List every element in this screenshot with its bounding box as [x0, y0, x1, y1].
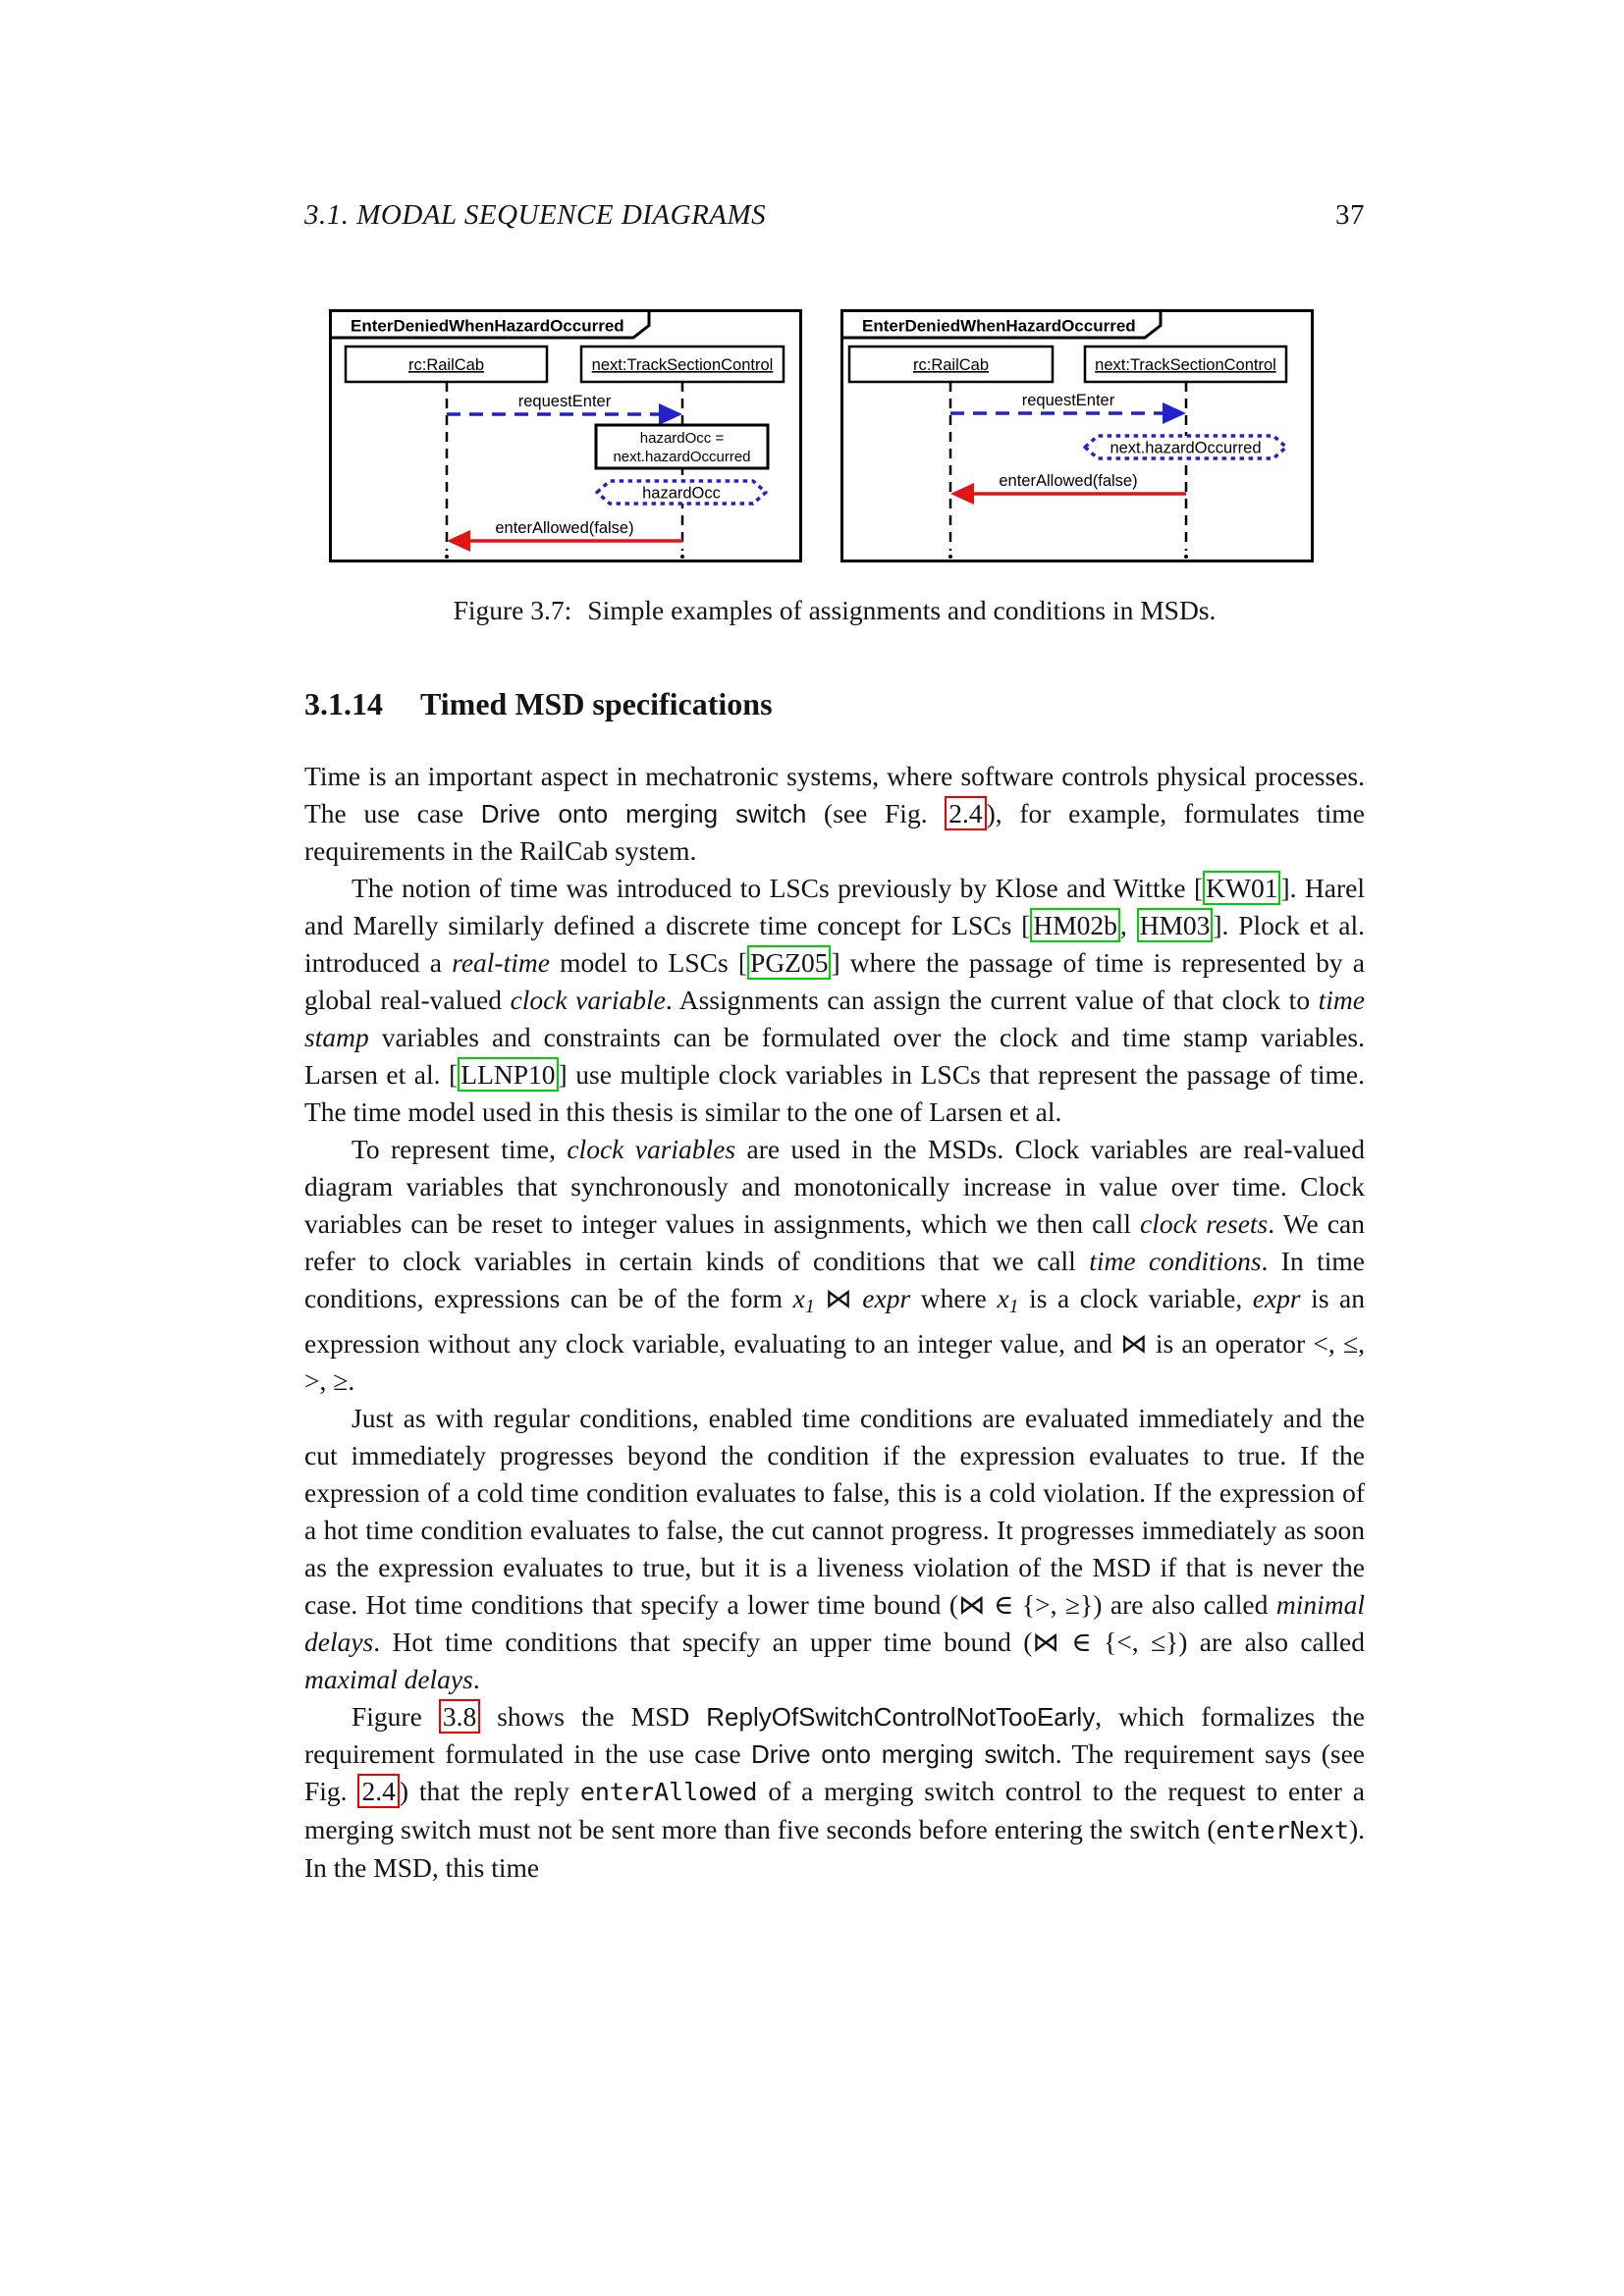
text-run: clock variables [567, 1134, 736, 1164]
text-run: expr [1252, 1283, 1301, 1313]
lifeline-end-dot [948, 555, 952, 559]
text-run: . In time conditions, expressions can be of the form [304, 1246, 1365, 1313]
text-run: . Assignments can assign the current value of that clock to [665, 985, 1319, 1015]
text-run: ReplyOfSwitchControlNotTooEarly [706, 1701, 1096, 1732]
paragraph-2 [304, 870, 1365, 1131]
text-run: clock variable [510, 985, 666, 1015]
text-run: real-time [452, 947, 550, 978]
figure-3-7 [329, 309, 1319, 562]
text-run: Just as with regular conditions, enabled time conditions are evaluated immediately and the cut immediately progresses beyond the condition if the expression evaluates to true. If the expression of a cold time condition evaluates to false, this is a cold violation. If the expression of a hot time condition evaluates to false, the cut cannot progress. It progresses immediately as soon as the expression evaluates to true, but it is a liveness violation of the MSD if that is never the case. Hot time conditions that specify a lower time bound (⋈ ∈ {>, ≥}) are also called [304, 1402, 1365, 1620]
text-run: ] use multiple clock variables in LSCs that represent the passage of time. The time model used in this thesis is similar to the one of Larsen et al. [304, 1059, 1365, 1127]
figure-ref-link[interactable]: 2.4 [945, 796, 986, 830]
text-run: ) that the reply [399, 1775, 580, 1806]
figure-caption [304, 595, 1365, 626]
citation-link[interactable]: PGZ05 [747, 945, 831, 980]
lifeline-label-rc: rc:RailCab [407, 356, 485, 374]
text-run: . The requirement says (see Fig. [304, 1737, 1365, 1806]
running-header-title: 3.1. MODAL SEQUENCE DIAGRAMS [304, 199, 767, 231]
text-run: enterNext [1216, 1815, 1349, 1844]
msd-diagram-right [840, 309, 1314, 562]
text-run: maximal delays [304, 1663, 473, 1694]
figure-caption-text: Simple examples of assignments and conditions in MSDs. [587, 595, 1217, 625]
assignment-text-line2: next.hazardOccurred [613, 449, 751, 465]
lifeline-end-dot [680, 555, 684, 559]
citation-link[interactable]: LLNP10 [458, 1057, 558, 1092]
section-number: 3.1.14 [304, 686, 383, 721]
text-run: expr [862, 1283, 911, 1313]
message-label-request: requestEnter [517, 393, 612, 410]
text-run: x [792, 1283, 805, 1313]
condition-label: next.hazardOccurred [1110, 439, 1262, 457]
text-run: 1 [1008, 1295, 1019, 1317]
lifeline-end-dot [445, 555, 449, 559]
text-run: . [472, 1663, 480, 1694]
text-run: variables and constraints can be formulated over the clock and time stamp variables. Larsen et al. [ [304, 1022, 1365, 1090]
text-run: . We can refer to clock variables in certain kinds of conditions that we call [304, 1208, 1366, 1276]
text-run: model to LSCs [ [549, 947, 748, 978]
body-text [304, 758, 1365, 1887]
section-heading [304, 686, 773, 722]
text-run: ]. Harel and Marelly similarly defined a discrete time concept for LSCs [ [304, 873, 1365, 940]
text-run: time stamp [304, 985, 1366, 1052]
text-run: shows the MSD [480, 1700, 707, 1732]
message-label-request: requestEnter [1021, 392, 1115, 409]
text-run: . Hot time conditions that specify an upper time bound (⋈ ∈ {<, ≤}) are also called [373, 1626, 1365, 1657]
figure-ref-link[interactable]: 2.4 [357, 1774, 399, 1808]
citation-link[interactable]: HM03 [1137, 908, 1214, 942]
text-run: (see Fig. [806, 798, 946, 828]
text-run: , [1119, 910, 1137, 940]
citation-link[interactable]: KW01 [1203, 871, 1280, 905]
diagram-title: EnterDeniedWhenHazardOccurred [862, 316, 1136, 336]
text-run: Drive onto merging switch [750, 1738, 1056, 1769]
figure-ref-link[interactable]: 3.8 [439, 1699, 480, 1734]
text-run: Drive onto merging switch [480, 799, 807, 828]
text-run: ), for example, formulates time requirements in the RailCab system. [304, 798, 1365, 866]
paragraph-3 [304, 1131, 1365, 1400]
lifeline-label-next: next:TrackSectionControl [591, 356, 774, 374]
assignment-text-line1: hazardOcc = [639, 430, 725, 447]
text-run: To represent time, [352, 1134, 568, 1164]
message-label-reply: enterAllowed(false) [999, 472, 1138, 490]
paragraph-5 [304, 1698, 1365, 1887]
running-header [304, 199, 1365, 232]
text-run: are used in the MSDs. Clock variables are real-valued diagram variables that synchronously and monotonically increase in value over time. Clock variables can be reset to integer values in assignments, which we then call [304, 1134, 1365, 1239]
msd-diagram-left [329, 309, 802, 562]
text-run: is a clock variable, [1018, 1283, 1253, 1313]
text-run: ⋈ [814, 1283, 863, 1313]
lifeline-end-dot [1184, 555, 1188, 559]
text-run: x [997, 1283, 1009, 1313]
text-run: of a merging switch control to the request to enter a merging switch must not be sent more than five seconds before entering the switch ( [304, 1775, 1365, 1844]
text-run: where [910, 1283, 998, 1313]
text-run: clock resets [1139, 1208, 1269, 1239]
text-run: Figure [352, 1700, 439, 1732]
text-run: Time is an important aspect in mechatronic systems, where software controls physical processes. The use case [304, 761, 1365, 828]
section-title: Timed MSD specifications [420, 686, 773, 721]
text-run: ] where the passage of time is represented by a global real-valued [304, 947, 1365, 1015]
condition-label: hazardOcc [642, 484, 721, 503]
diagram-title: EnterDeniedWhenHazardOccurred [351, 316, 624, 336]
text-run: ). In the MSD, this time [304, 1813, 1365, 1883]
text-run: time conditions [1089, 1246, 1262, 1276]
message-label-reply: enterAllowed(false) [495, 519, 634, 537]
text-run: is an expression without any clock variable, evaluating to an integer value, and ⋈ is an operator <, ≤, >, ≥. [304, 1283, 1366, 1396]
text-run: , which formalizes the requirement formulated in the use case [304, 1700, 1366, 1769]
figure-caption-label: Figure 3.7: [453, 595, 572, 625]
text-run: minimal delays [304, 1588, 1365, 1657]
paragraph-1 [304, 758, 1365, 870]
citation-link[interactable]: HM02b [1030, 908, 1120, 942]
paragraph-4 [304, 1400, 1365, 1698]
text-run: enterAllowed [579, 1777, 758, 1806]
page-number: 37 [1335, 199, 1365, 231]
text-run: The notion of time was introduced to LSCs previously by Klose and Wittke [ [352, 873, 1204, 903]
text-run: ]. Plock et al. introduced a [304, 910, 1365, 978]
lifeline-label-rc: rc:RailCab [912, 356, 990, 374]
text-run: 1 [804, 1295, 815, 1317]
lifeline-label-next: next:TrackSectionControl [1095, 356, 1276, 374]
